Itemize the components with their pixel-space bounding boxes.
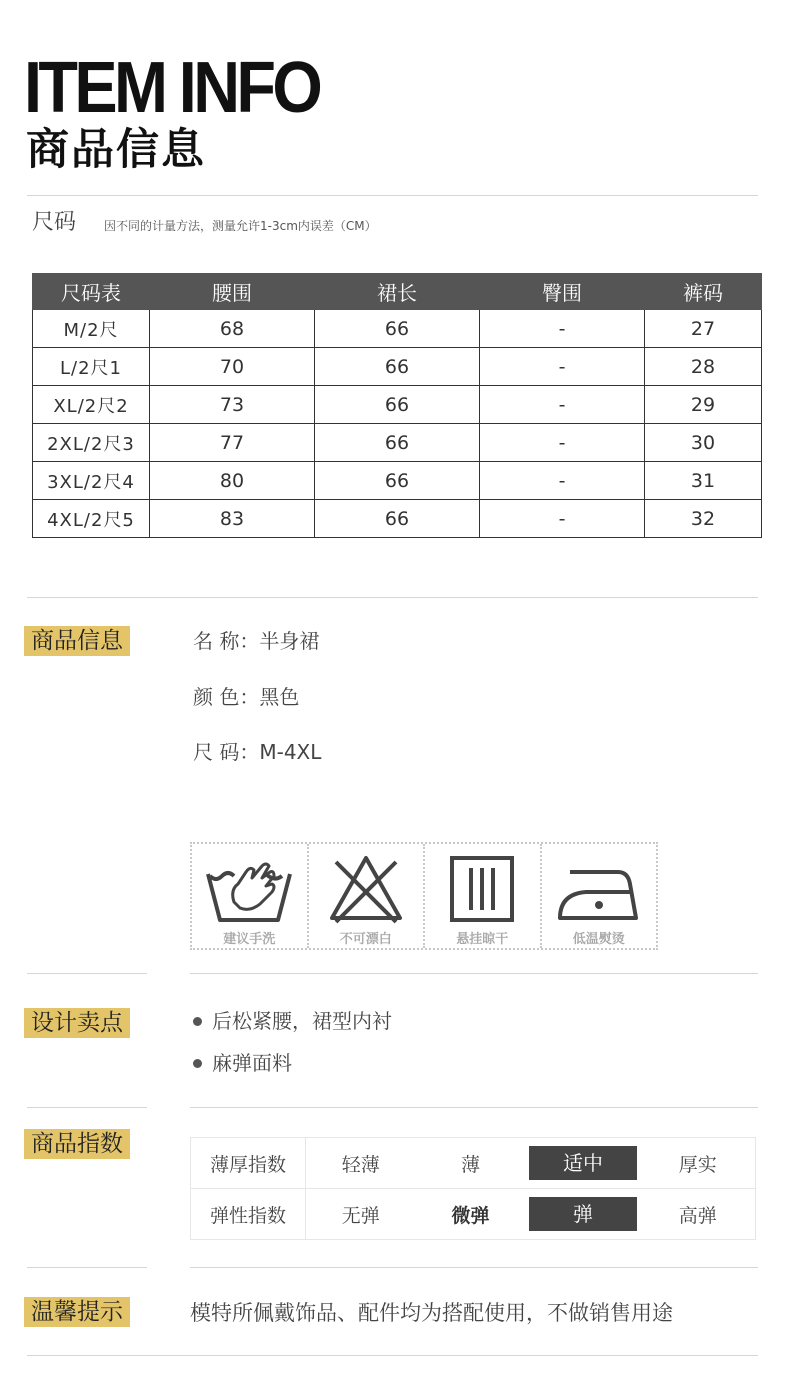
table-cell: XL/2尺2 (33, 386, 150, 424)
table-cell: L/2尺1 (33, 348, 150, 386)
elasticity-option: 高弹 (641, 1189, 756, 1240)
care-item-no-bleach (309, 844, 426, 948)
table-row (33, 500, 762, 538)
table-cell: 32 (645, 500, 762, 538)
table-cell: 4XL/2尺5 (33, 500, 150, 538)
low-iron-icon (556, 852, 642, 926)
table-row (33, 348, 762, 386)
index-table (190, 1137, 756, 1240)
table-cell: 80 (150, 462, 315, 500)
care-label: 低温熨烫 (572, 932, 625, 947)
care-item-hang-dry (425, 844, 542, 948)
thickness-option-selected (526, 1138, 641, 1189)
table-cell: - (480, 462, 645, 500)
size-section-label: 尺码 (32, 210, 77, 235)
care-label: 悬挂晾干 (456, 932, 509, 947)
thickness-option: 轻薄 (306, 1138, 416, 1189)
divider (27, 973, 147, 974)
table-cell: - (480, 348, 645, 386)
design-tag: 设计卖点 (24, 1008, 130, 1038)
size-measure-note: 因不同的计量方法，测量允许1-3cm内误差（CM） (104, 219, 377, 233)
thickness-option: 薄 (416, 1138, 526, 1189)
care-item-low-iron (542, 844, 657, 948)
elasticity-row (191, 1189, 756, 1240)
table-cell: 30 (645, 424, 762, 462)
elasticity-option: 无弹 (306, 1189, 416, 1240)
column-header: 裤码 (645, 274, 762, 310)
table-cell: 66 (315, 500, 480, 538)
hand-wash-icon (204, 852, 294, 926)
thickness-option: 厚实 (641, 1138, 756, 1189)
table-cell: 73 (150, 386, 315, 424)
divider (190, 1267, 758, 1268)
divider (190, 973, 758, 974)
care-label: 建议手洗 (223, 932, 276, 947)
column-header: 尺码表 (33, 274, 150, 310)
thickness-row (191, 1138, 756, 1189)
table-cell: - (480, 310, 645, 348)
divider (190, 1107, 758, 1108)
table-cell: 31 (645, 462, 762, 500)
bullet-icon (193, 1017, 202, 1026)
care-label: 不可漂白 (339, 932, 392, 947)
product-name: 名 称：半身裙 (193, 629, 320, 653)
table-cell: M/2尺 (33, 310, 150, 348)
table-cell: 66 (315, 310, 480, 348)
product-color: 颜 色：黑色 (193, 685, 300, 709)
product-info-tag: 商品信息 (24, 626, 130, 656)
divider (27, 1267, 147, 1268)
table-cell: 66 (315, 462, 480, 500)
column-header: 臀围 (480, 274, 645, 310)
table-cell: 2XL/2尺3 (33, 424, 150, 462)
table-cell: 27 (645, 310, 762, 348)
table-cell: 66 (315, 386, 480, 424)
table-cell: 3XL/2尺4 (33, 462, 150, 500)
table-cell: 83 (150, 500, 315, 538)
table-cell: 66 (315, 424, 480, 462)
product-size-range: 尺 码：M-4XL (193, 740, 322, 764)
table-row (33, 310, 762, 348)
table-cell: 68 (150, 310, 315, 348)
selected-badge: 适中 (529, 1146, 637, 1180)
tips-tag: 温馨提示 (24, 1297, 130, 1327)
no-bleach-icon (326, 852, 406, 926)
column-header: 裙长 (315, 274, 480, 310)
table-cell: 77 (150, 424, 315, 462)
care-instructions (190, 842, 658, 950)
table-cell: - (480, 386, 645, 424)
table-cell: 28 (645, 348, 762, 386)
divider (27, 1355, 758, 1356)
elasticity-label: 弹性指数 (191, 1189, 306, 1240)
elasticity-option: 微弹 (416, 1189, 526, 1240)
elasticity-option-selected (526, 1189, 641, 1240)
table-cell: 70 (150, 348, 315, 386)
column-header: 腰围 (150, 274, 315, 310)
divider (27, 1107, 147, 1108)
divider (27, 195, 758, 196)
size-table (32, 273, 762, 538)
index-tag: 商品指数 (24, 1129, 130, 1159)
bullet-icon (193, 1059, 202, 1068)
selected-badge: 弹 (529, 1197, 637, 1231)
table-cell: - (480, 424, 645, 462)
size-table-header (33, 274, 762, 310)
table-cell: 66 (315, 348, 480, 386)
table-cell: 29 (645, 386, 762, 424)
table-row (33, 386, 762, 424)
table-row (33, 424, 762, 462)
page-title-cn: 商品信息 (26, 125, 206, 175)
design-point: 麻弹面料 (212, 1051, 292, 1075)
thickness-label: 薄厚指数 (191, 1138, 306, 1189)
care-item-hand-wash (192, 844, 309, 948)
divider (27, 597, 758, 598)
page-title-en: ITEM INFO (24, 48, 320, 128)
design-point: 后松紧腰，裙型内衬 (212, 1009, 392, 1033)
table-cell: - (480, 500, 645, 538)
hang-dry-icon (447, 852, 517, 926)
table-row (33, 462, 762, 500)
tips-text: 模特所佩戴饰品、配件均为搭配使用，不做销售用途 (190, 1301, 673, 1325)
